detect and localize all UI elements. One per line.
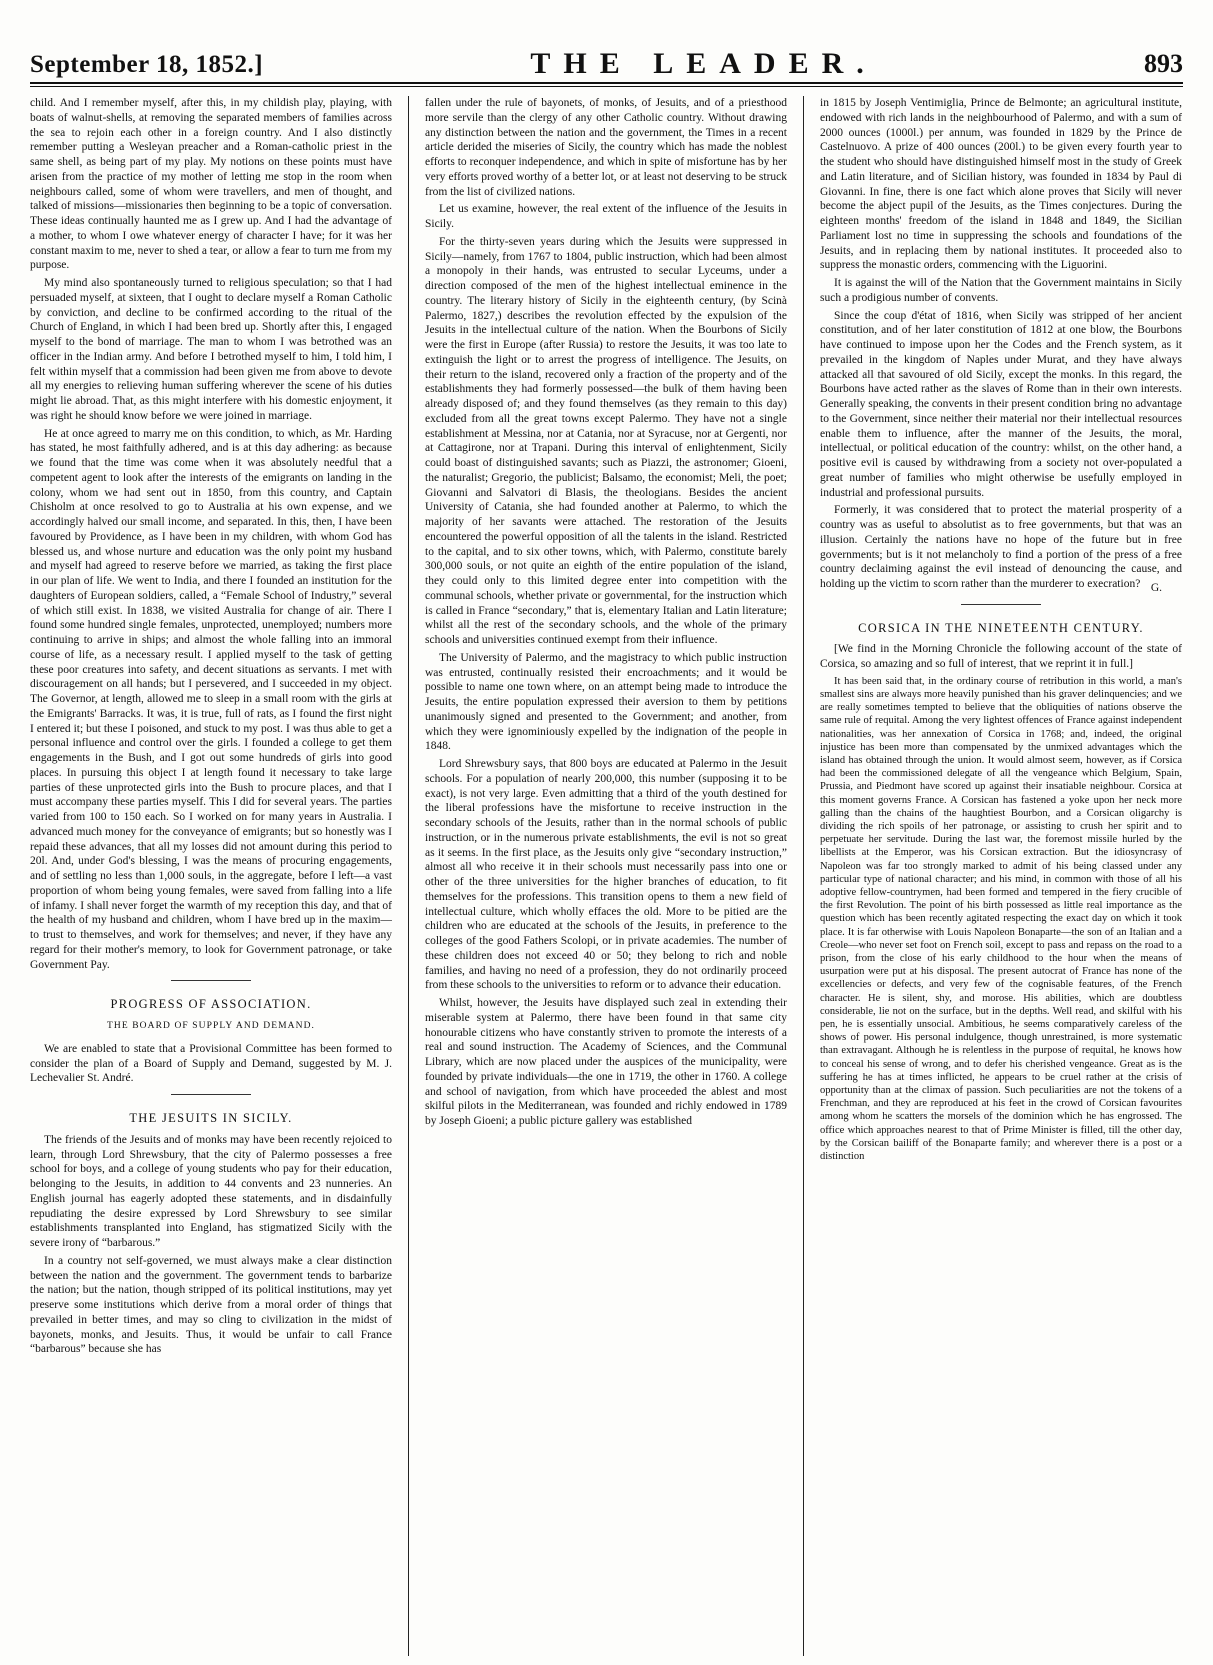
page-number: 893 bbox=[1143, 49, 1183, 78]
paragraph: Since the coup d'état of 1816, when Sicily was stripped of her ancient constitution, and of her later constitution of 1812 at one blow, the Bourbons have continued to impose upon her the Codes and the French system, as it prevailed in the kingdom of Naples under Murat, and they have always attacked all that savoured of old Sicily, except the monks. In this regard, the Bourbons have acted rather as the slaves of Rome than in their own interests. Generally speaking, the convents in their present condition bring no advantage to the Government, since neither their material nor their intellectual resources enable them to influence, after the manner of the Jesuits, the moral, intellectual, or political education of the country: whilst, on the other hand, a positive evil is caused by withdrawing from a society not over-populated a great number of families who might otherwise be usefully employed in industrial and professional pursuits. bbox=[820, 309, 1182, 499]
paragraph: Formerly, it was considered that to protect the material prosperity of a country was as useful to absolutist as to free governments, but that was an illusion. Certainly the nations have no hope of the future but in free governments; but is it not melancholy to find a portion of the press of a free country declaiming against the evil instead of denouncing the cause, and holding up the victim to scorn rather than the murderer to execration? bbox=[820, 504, 1182, 590]
paragraph: We are enabled to state that a Provisional Committee has been formed to consider the plan of a Board of Supply and Demand, suggested by M. J. Lechevalier St. André. bbox=[30, 1042, 392, 1085]
paragraph: child. And I remember myself, after this, in my childish play, playing, with boats of walnut-shells, at removing the separated members of families across the sea to rejoin each other in a foreign country. And I also distinctly remember putting a Wesleyan preacher and a Roman-catholic priest in the same shell, as being part of my play. My notions on these points must have arisen from the practice of my mother of letting me stop in the room when neighbours called, some of whom were travellers, and men of thought, and talked of missions—missionaries then beginning to be a topic of conversation. These ideas continually haunted me as I grew up. And I had the advantage of a mother, to whom I owe whatever energy of character I have; for it was her constant maxim to me, never to shed a tear, or allow a fear to turn me from my purpose. bbox=[30, 97, 392, 272]
columns bbox=[30, 96, 1183, 1656]
section-title-progress-of-association: PROGRESS OF ASSOCIATION. bbox=[110, 997, 312, 1012]
paragraph: It is against the will of the Nation that the Government maintains in Sicily such a prodigious number of convents. bbox=[820, 277, 1182, 304]
masthead-rule bbox=[30, 86, 1183, 87]
paragraph: The friends of the Jesuits and of monks may have been recently rejoiced to learn, through Lord Shrewsbury, that the city of Palermo possesses a free school for boys, and a college of young students who pay for their education, belonging to the Jesuits, in addition to 44 convents and 23 nunneries. An English journal has eagerly adopted these statements, and in disdainfully repudiating the desire expressed by Lord Shrewsbury to see similar establishments transplanted into England, has stigmatized Sicily with the severe irony of “barbarous.” bbox=[30, 1133, 392, 1249]
section-rule bbox=[171, 1094, 251, 1095]
paragraph: in 1815 by Joseph Ventimiglia, Prince de Belmonte; an agricultural institute, endowed with rich lands in the neighbourhood of Palermo, and with a sum of 2000 ounces (1000l.) per annum, was founded in 1829 by the Prince de Castelnuovo. A prize of 400 ounces (200l.) to be given every fourth year to the student who should have distinguished himself most in the study of Greek and Latin literature, and of Sicilian history, was founded in 1834 by Paul di Giovanni. In fine, there is one fact which alone proves that Sicily will never become the abject pupil of the Jesuits, as the Times conjectures. During the eighteen months' freedom of the island in 1848 and 1849, the Sicilian Parliament lost no time in suppressing the schools and foundations of the Jesuits, and in replacing them by national institutes. It proceeded also to suppress the monastic orders, commencing with the Liguorini. bbox=[820, 97, 1182, 272]
paragraph: Whilst, however, the Jesuits have displayed such zeal in extending their miserable system at Palermo, there have been found in that same city honourable citizens who have constantly striven to promote the interests of a real and sound instruction. The Academy of Sciences, and the Communal Library, which are now placed under the auspices of the municipality, were founded by private individuals—the one in 1719, the other in 1760. A college and school of navigation, from which have proceeded the ablest and most skilful pilots in the Mediterranean, was founded and richly endowed in 1789 by Joseph Gioeni; a public picture gallery was established bbox=[425, 997, 787, 1127]
paragraph-intro: [We find in the Morning Chronicle the following account of the state of Corsica, so amazing and so full of interest, that we reprint it in full.] bbox=[820, 643, 1182, 670]
paragraph: It has been said that, in the ordinary course of retribution in this world, a man's smallest sins are always more heavily punished than his graver delinquencies; and we are really sometimes tempted to believe that the obliquities of nations observe the same rule of requital. Among the very lightest offences of France against independent nationalities, was her annexation of Corsica in 1768; and, indeed, the original injustice has been more than compensated by the unmixed advantages which the island has obtained through the union. It would almost seem, however, as if Corsica had been the commissioned delegate of all the vengeance which Belgium, Spain, Prussia, and Piedmont have scored up against their insatiable neighbour. Corsica at this moment governs France. A Corsican has fastened a yoke upon her neck more galling than the chains of the haughtiest Bourbon, and a Corsican oligarchy is dividing the rich spoils of her patronage, or assisting to crush her spirit and to perpetuate her servitude. During the last war, the foremost missile hurled by the libellists at the Emperor, was his Corsican extraction. But the idiosyncrasy of Napoleon was far too strongly marked to admit of his being classed under any particular type of national character; and his mind, in common with those of all his adoptive fellow-countrymen, had been formed and tempered in the fiery crucible of the first Revolution. The point of his birth possessed as little real importance as the question which has been recently agitated respecting the exact day on which it took place. It is far otherwise with Louis Napoleon Bonaparte—the son of an Italian and a Creole—who never set foot on French soil, except to pass and repass on the road to a prison, from the close of his early childhood to the hour when the means of usurpation were put at his disposal. The present autocrat of France has none of the excellencies or defects, and very few of the cognisable features, of the French character. He is silent, shy, and morose. His abilities, which are doubtless considerable, lie not on the surface, but in the depths. Well read, and skilful with his pen, he is essentially unsocial. Ambitious, he seems comparatively careless of the shows of power. His personal indulgence, though unrestrained, is more systematic than extravagant. Although he is relentless in the purpose of requital, he knows how to conceal his sense of wrong, and to defer his cherished vengeance. Great as is the suffering he has at times inflicted, he appears to be cruel rather at the crisis of opportunity than at the climax of passion. Such peculiarities are not the tokens of a Frenchman, and they are reproduced at his feet in the crowd of Corsican favourites among whom he scatters the morsels of the dominion which he has engrossed. The office which approaches nearest to that of Prime Minister is filled, till the other day, by the Corsican bailiff of the Bonaparte family; and wherever there is a post or a distinction bbox=[820, 675, 1182, 1163]
paragraph: He at once agreed to marry me on this condition, to which, as Mr. Harding has stated, he most faithfully adhered, and is at this day adhering: as because we found that the time was come when it was absolutely needful that a competent agent to look after the interests of the emigrants on landing in the colony, whom we had sent out in 1850, from this country, and Captain Chisholm at once resolved to go to Australia at his own expense, and we accordingly halved our small income, and separated. In this, then, I have been favoured by Providence, as I have been in my children, with whom God has blessed us, and whose nurture and education was the only point my husband and myself had agreed to reserve before we married, as taking the first place in our plan of life. We went to India, and there I founded an institution for the daughters of European soldiers, called, a “Female School of Industry,” several of which still exist. In 1838, we visited Australia for change of air. There I found some hundred single females, unprotected, unemployed; numbers more continuing to arrive in ships; and almost the whole falling into an immoral course of life, as a necessary result. I applied myself to the task of getting these poor creatures into safety, and decent situations as servants. I met with discouragement on all hands; but I persevered, and I succeeded in my object. The Governor, at length, allowed me to sleep in a small room with the girls at the Emigrants' Barracks. It was, it is true, full of rats, as I found the first night I entered it; but these I poisoned, and stuck to my post. I was thus able to get a personal influence and control over the girls. I founded a college to get them engagements in the Bush, and I got out some hundreds of girls into good places. In pursuing this object I at length found it necessary to take large parties of these unprotected girls into the Bush to procure places, and that I must accompany these parties myself. This I did for several years. The parties varied from 100 to 150 each. So I worked on for many years in Australia. I advanced much money for the conveyance of emigrants; but so honestly was I repaid these advances, that all my losses did not amount during this period to 20l. And, under God's blessing, I was the means of procuring engagements, and of settling no less than 1,000 souls, in the aggregate, before I left—a vast proportion of whom being young females, were saved from falling into a life of infamy. I shall never forget the warmth of my reception this day, and that of the health of my husband and children, whom I have bred up in the maxim—to trust to themselves, and work for themselves; and never, if they have any regard for their mother's memory, to look for Government patronage, or take Government Pay. bbox=[30, 427, 392, 971]
column-2 bbox=[425, 96, 787, 1656]
issue-date: September 18, 1852.] bbox=[30, 51, 264, 78]
paragraph: Let us examine, however, the real extent of the influence of the Jesuits in Sicily. bbox=[425, 203, 787, 230]
author-signature: G. bbox=[1150, 581, 1162, 594]
masthead bbox=[30, 40, 1183, 84]
paragraph: My mind also spontaneously turned to religious speculation; so that I had persuaded myself, at sixteen, that I ought to declare myself a Roman Catholic by conviction, and decline to be confirmed according to the ritual of the Church of England, in which I had been bred up. Shortly after this, I engaged myself to the bond of marriage. The man to whom I was betrothed was an officer in the Indian army. And before I betrothed myself to him, I told him, I felt within myself that a commission had been given me from above to devote all my energies to relieving human suffering wherever the scene of his duties might lie abroad. That, as this might interfere with his domestic enjoyment, it was right he should know before we were joined in marriage. bbox=[30, 277, 392, 422]
paragraph: fallen under the rule of bayonets, of monks, of Jesuits, and of a priesthood more servile than the clergy of any other Catholic country. Without drawing any distinction between the nation and the government, the Times in a recent article derided the miseries of Sicily, the country which has made the noblest efforts to reconquer independence, and which in spite of misfortune has by her very efforts proved worthy of a better lot, or at least not deserving to be struck from the list of civilized nations. bbox=[425, 97, 787, 198]
column-3 bbox=[820, 96, 1182, 1656]
column-divider bbox=[803, 96, 804, 1656]
paragraph: The University of Palermo, and the magistracy to which public instruction was entrusted, continually resisted their encroachments; and it would be possible to name one town where, on an attempt being made to introduce the Jesuits, the entire population expressed their aversion to them by petitions unanimously signed and presented to the Government; and another, from which they were ignominiously expelled by the indignation of the people in 1848. bbox=[425, 651, 787, 753]
section-rule bbox=[171, 980, 251, 981]
paragraph: In a country not self-governed, we must always make a clear distinction between the nation and the government. The government tends to barbarize the nation; but the nation, though stripped of its political institutions, may yet preserve some institutions which derive from a moral order of things that prevailed in better times, and may so cling to civilization in the midst of bayonets, monks, and Jesuits. Thus, it would be unfair to call France “barbarous” because she has bbox=[30, 1254, 392, 1356]
paragraph: For the thirty-seven years during which the Jesuits were suppressed in Sicily—namely, from 1767 to 1804, public instruction, which had been almost a monopoly in their hands, was entrusted to secular Lyceums, under a direction composed of the men of the highest intellectual eminence in the country. The literary history of Sicily in the eighteenth century, (by Scinà Palermo, 1827,) describes the revolution effected by the expulsion of the Jesuits in the intellectual culture of the nation. When the Bourbons of Sicily were the first in Europe (after Russia) to restore the Jesuits, it was too late to extinguish the light or to arrest the progress of intelligence. The Jesuits, on their return to the island, recovered only a fraction of the property and of the establishments they had formerly possessed—the bulk of them having been already disposed of; and they found themselves (as they remain to this day) excluded from all the great towns except Palermo. They have not a single establishment at Messina, nor at Catania, nor at Syracuse, nor at Gergenti, nor at Cattagirone, nor at Trapani. During this interval of enlightenment, Sicily could boast of distinguished savants; such as Piazzi, the astronomer; Gioeni, the naturalist; Gregorio, the publicist; Balsamo, the economist; Meli, the poet; Giovanni and Salvatori di Blasis, the theologians. Besides the ancient University of Catania, she had founded another at Palermo, to which the majority of her savants were attached. The restoration of the Jesuits encountered the powerful opposition of all the talents in the island. Restricted to the capital, and to six other towns, which, with Palermo, constitute barely 300,000 souls, or not quite an eighth of the entire population of the island, they could only to this limited degree enter into competition with the communal schools, whether private or governmental, for the instruction which is called in France “secondary,” that is, elementary Italian and Latin literature; whilst all the rest of the secondary schools, and the whole of the primary schools and universities continued exempt from their influence. bbox=[425, 235, 787, 646]
newspaper-title: THE LEADER. bbox=[530, 47, 877, 80]
section-rule bbox=[961, 604, 1041, 605]
column-divider bbox=[408, 96, 409, 1656]
section-title-jesuits-in-sicily: THE JESUITS IN SICILY. bbox=[129, 1111, 293, 1125]
section-subtitle-board-of-supply: THE BOARD OF SUPPLY AND DEMAND. bbox=[106, 1021, 316, 1031]
paragraph: Lord Shrewsbury says, that 800 boys are educated at Palermo in the Jesuit schools. For a population of nearly 200,000, this number (supposing it to be exact), is not very large. Even admitting that a third of the youth destined for the liberal professions have the misfortune to receive instruction in the secondary schools of the Jesuits, rather than in the normal schools of public instruction, or in the numerous private establishments, the evil is not so great as it seems. In the first place, as the Jesuits only give “secondary instruction,” almost all who receive it in their schools must necessarily pass into one or other of the three universities for the higher branches of education, to fit themselves for the professions. This transition opens to them a new field of intellectual culture, which wholly effaces the old. More to be pitied are the children who are educated at the schools of the Jesuits, in preference to the colleges of the good Fathers Scolopi, or in private academies. The number of these children does not exceed 40 or 50; they belong to rich and noble families, and having no need of a profession, they do not ordinarily proceed from these schools to the universities to reform or to advance their education. bbox=[425, 758, 787, 992]
section-title-corsica: CORSICA IN THE NINETEENTH CENTURY. bbox=[858, 620, 1144, 635]
column-1 bbox=[30, 96, 392, 1656]
